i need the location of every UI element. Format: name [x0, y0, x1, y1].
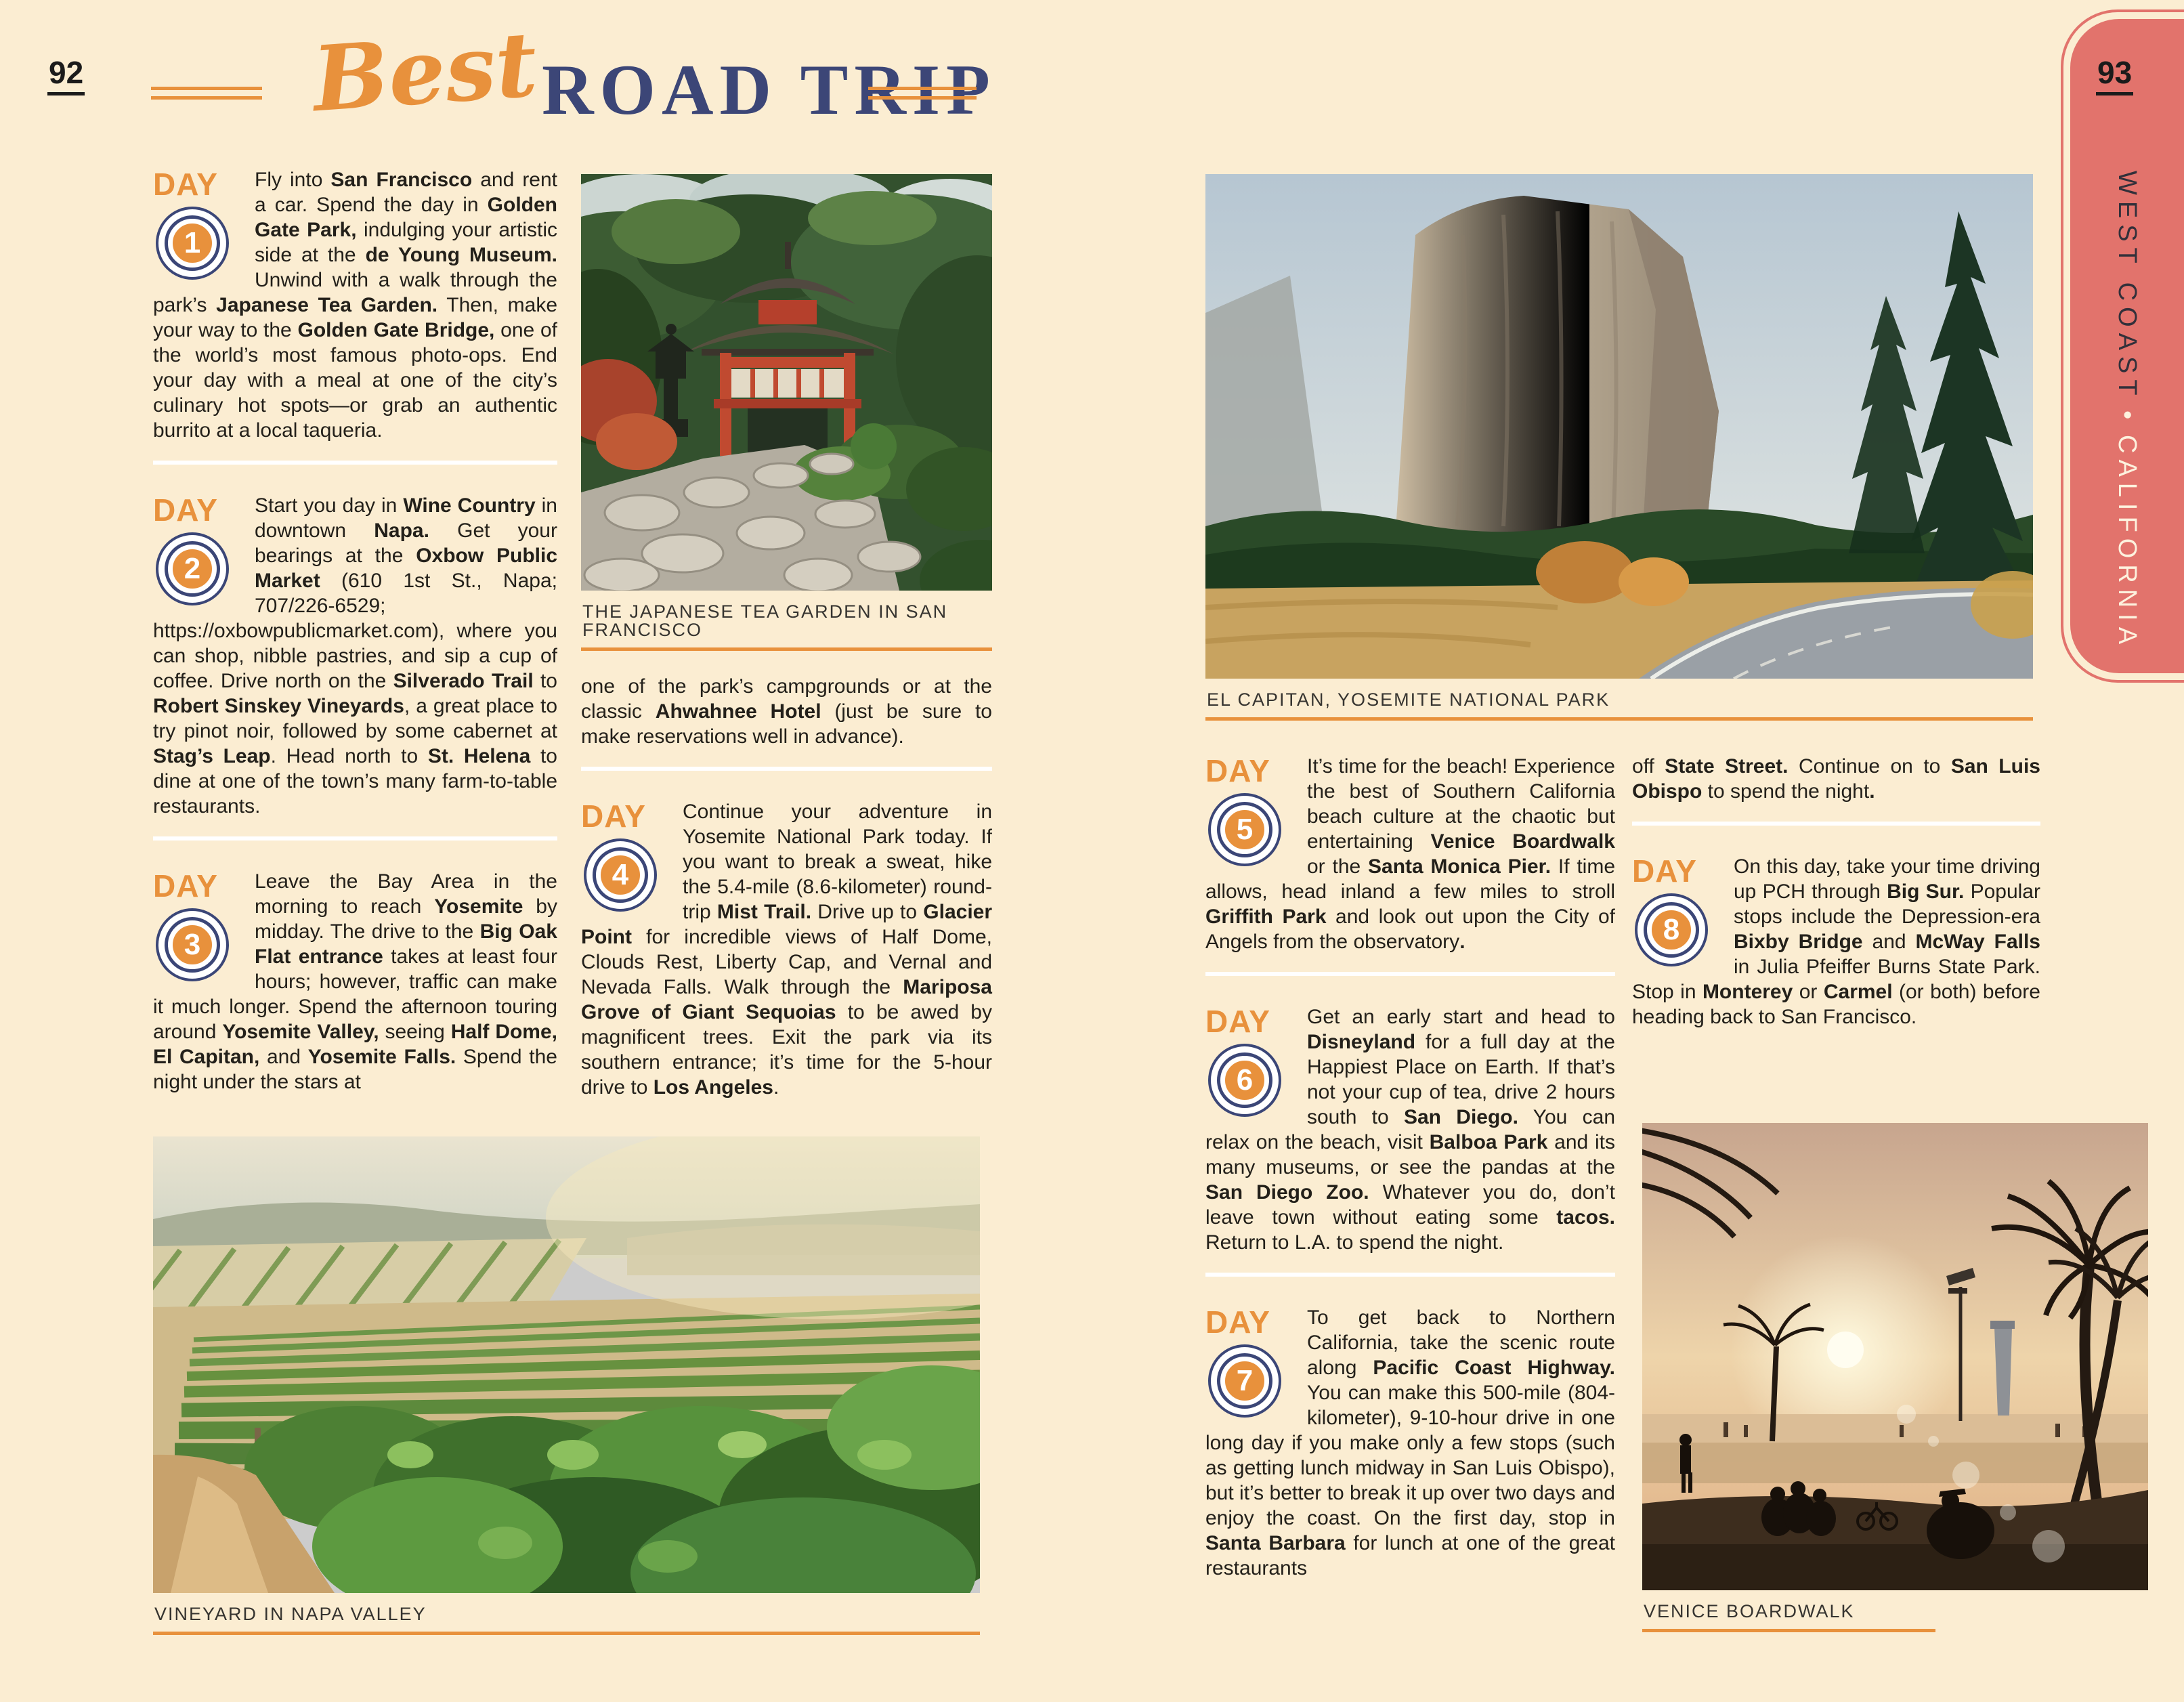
photo-japanese-tea-garden: [581, 174, 992, 591]
venice-illustration: [1642, 1123, 2148, 1590]
day-5-section: [1205, 754, 1615, 954]
page-title: ROAD TRIP: [542, 50, 996, 129]
day-7-section: [1205, 1305, 1615, 1581]
day-5-text: It’s time for the beach! Experience the best of Southern California beach culture at the chaotic but entertaining Venice Boardwalk or the Santa Monica Pier. If time allows, head inland a few miles to stroll Griffith Park and look out upon the City of Angels from the observatory.: [1205, 755, 1616, 953]
right-page-column-1: [1205, 754, 1615, 1581]
middle-column: [581, 174, 992, 1100]
divider-line: [1205, 1273, 1615, 1277]
day-3-continuation-text: one of the park’s campgrounds or at the classic Ahwahnee Hotel (just be sure to make reservations well in advance).: [581, 675, 992, 748]
vineyard-illustration: [153, 1136, 980, 1593]
day-2-section: [153, 493, 557, 819]
day-label: DAY: [1205, 753, 1270, 788]
title-decoration-right: [868, 87, 977, 100]
divider-line: [581, 767, 992, 771]
day-8-badge: [1632, 855, 1719, 954]
day-number-badge: 4: [596, 851, 645, 899]
day-2-text: Start you day in Wine Country in downtown Napa. Get your bearings at the Oxbow Public Market (610 1st St., Napa; 707/226-6529; https://oxbowpublicmarket.com), where you can shop, nibble pastries, and sip a cup of coffee. Drive north on the Silverado Trail to Robert Sinskey Vineyards, a great place to try pinot noir, followed by some cabernet at Stag’s Leap. Head north to St. Helena to dine at one of the town’s many farm-to-table restaurants.: [153, 494, 558, 817]
divider-line: [153, 836, 557, 841]
photo-caption: THE JAPANESE TEA GARDEN IN SAN FRANCISCO: [582, 601, 948, 640]
day-number-badge: 2: [168, 545, 217, 593]
day-number-badge: 8: [1647, 906, 1696, 954]
caption-rule: [153, 1632, 980, 1635]
day-label: DAY: [153, 167, 218, 202]
caption-rule: [1642, 1629, 1935, 1632]
day-label: DAY: [1205, 1304, 1270, 1340]
venice-photo-block: [1642, 1123, 2148, 1632]
tea-garden-illustration: [581, 174, 992, 591]
day-7-continuation-text: off State Street. Continue on to San Luis Obispo to spend the night.: [1632, 755, 2040, 803]
day-label: DAY: [153, 868, 218, 903]
tab-state-label: CALIFORNIA: [2113, 435, 2141, 651]
page-number-right: 93: [2096, 57, 2133, 95]
tab-separator-dot: •: [2113, 410, 2141, 426]
day-2-badge: [153, 494, 240, 593]
day-number-badge: 7: [1220, 1357, 1269, 1405]
day-label: DAY: [1205, 1004, 1270, 1039]
day-label: DAY: [1632, 853, 1697, 889]
day-1-badge: [153, 169, 240, 268]
right-page-column-2: [1632, 754, 2040, 1029]
day-8-text: On this day, take your time driving up PCH through Big Sur. Popular stops include the Depression-era Bixby Bridge and McWay Falls in Julia Pfeiffer Burns State Park. Stop in Monterey or Carmel (or both) before heading back to San Francisco.: [1632, 855, 2040, 1028]
day-3-badge: [153, 870, 240, 969]
photo-caption: VINEYARD IN NAPA VALLEY: [154, 1604, 427, 1624]
photo-venice-boardwalk: [1642, 1123, 2148, 1590]
day-number-badge: 6: [1220, 1056, 1269, 1105]
day-3-text: Leave the Bay Area in the morning to reach Yosemite by midday. The drive to the Big Oak Flat entrance takes at least four hours; however, traffic can make it much longer. Spend the afternoon touring around Yosemite Valley, seeing Half Dome, El Capitan, and Yosemite Falls. Spend the night under the stars at: [153, 870, 558, 1093]
caption-rule: [1205, 717, 2033, 721]
day-6-text: Get an early start and head to Disneyland for a full day at the Happiest Place on Earth. If that’s not your cup of tea, drive 2 hours south to San Diego. You can relax on the beach, visit Balboa Park and its many museums, or see the pandas at the San Diego Zoo. Whatever you do, don’t leave town without eating some tacos. Return to L.A. to spend the night.: [1205, 1006, 1615, 1254]
day-7-text: To get back to Northern California, take the scenic route along Pacific Coast Highway. You can make this 500-mile (804-kilometer), 9-10-hour drive in one long day if you make only a few stops (such as getting lunch midway in San Luis Obispo), but it’s better to break it up over two days and enjoy the coast. On the first day, stop in Santa Barbara for lunch at one of the great restaurants: [1205, 1306, 1615, 1579]
day-4-badge: [581, 801, 668, 899]
photo-caption: VENICE BOARDWALK: [1644, 1601, 1855, 1621]
page-number-left: 92: [47, 57, 85, 95]
day-4-text: Continue your adventure in Yosemite National Park today. If you want to break a sweat, hike the 5.4-mile (8.6-kilometer) round-trip Mist Trail. Drive up to Glacier Point for incredible views of Half Dome, Clouds Rest, Liberty Cap, and Vernal and Nevada Falls. Walk through the Mariposa Grove of Giant Sequoias to be awed by magnificent trees. Exit the park via its southern entrance; it’s time for the 5-hour drive to Los Angeles.: [581, 801, 993, 1099]
day-7-badge: [1205, 1306, 1292, 1405]
day-1-section: [153, 167, 557, 443]
day-1-text: Fly into San Francisco and rent a car. Spend the day in Golden Gate Park, indulging your artistic side at the de Young Museum. Unwind with a walk through the park’s Japanese Tea Garden. Then, make your way to the Golden Gate Bridge, one of the world’s most famous photo-ops. End your day with a meal at one of the city’s culinary hot spots—or grab an authentic burrito at a local taqueria.: [153, 169, 558, 442]
el-capitan-photo-block: [1205, 174, 2033, 721]
photo-el-capitan: [1205, 174, 2033, 679]
day-number-badge: 1: [168, 219, 217, 268]
el-capitan-illustration: [1205, 174, 2033, 679]
divider-line: [153, 461, 557, 465]
day-number-badge: 3: [168, 920, 217, 969]
divider-line: [1632, 822, 2040, 826]
tab-region-label: WEST COAST: [2113, 170, 2141, 402]
caption-rule: [581, 647, 992, 651]
day-6-badge: [1205, 1006, 1292, 1105]
day-number-badge: 5: [1220, 805, 1269, 854]
divider-line: [1205, 972, 1615, 976]
day-8-section: [1632, 854, 2040, 1029]
vineyard-photo-block: [153, 1136, 980, 1635]
day-label: DAY: [581, 799, 646, 834]
sidebar-tab-label: [2070, 19, 2184, 673]
title-script: Best: [309, 12, 540, 133]
sidebar-tab-west-coast-california: [2070, 19, 2184, 673]
day-4-section: [581, 799, 992, 1100]
day-5-badge: [1205, 755, 1292, 854]
day-6-section: [1205, 1004, 1615, 1255]
title-decoration-left: [151, 87, 262, 100]
photo-vineyard: [153, 1136, 980, 1593]
left-column: [153, 167, 557, 1094]
day-label: DAY: [153, 492, 218, 528]
day-3-section: [153, 869, 557, 1094]
photo-caption: EL CAPITAN, YOSEMITE NATIONAL PARK: [1207, 689, 1610, 710]
